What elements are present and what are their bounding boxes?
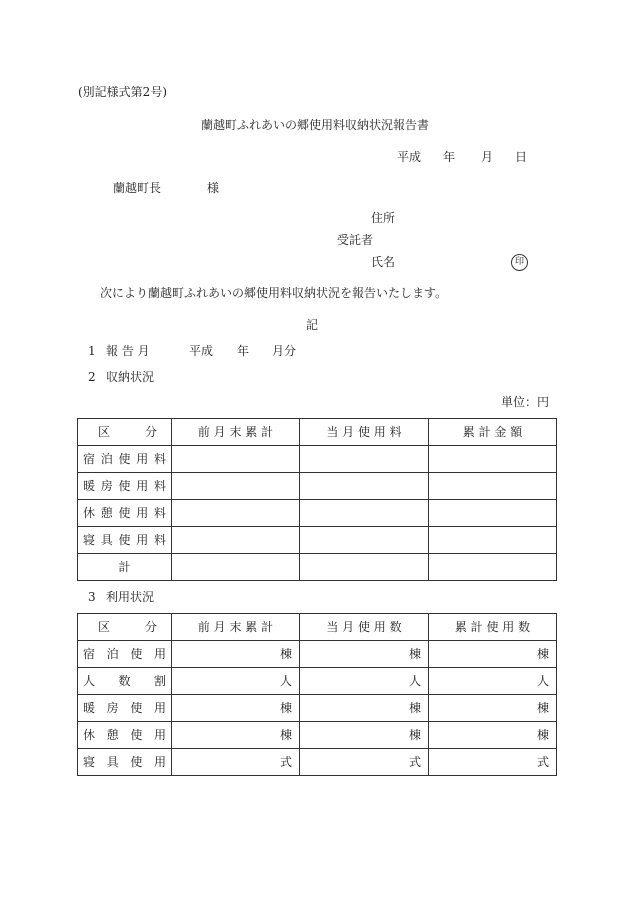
table-row [78, 473, 557, 500]
document-title: 蘭越町ふれあいの郷使用料収納状況報告書 [200, 118, 429, 132]
trustee-label: 受託者 [337, 233, 374, 247]
addressee-honorific: 様 [207, 181, 220, 195]
date-day: 日 [515, 150, 528, 164]
table-row [78, 527, 557, 554]
row-label: 暖 房 使 用 [78, 695, 172, 722]
unit-cell: 棟 [429, 641, 557, 668]
table-cell [300, 527, 429, 554]
row-label: 休 憩 使 用 料 [78, 500, 172, 527]
unit-label: 単位：円 [500, 395, 549, 409]
table-cell [300, 446, 429, 473]
section2-label: 収納状況 [106, 370, 155, 384]
row-label: 寝 具 使 用 [78, 749, 172, 776]
address-label: 住所 [371, 211, 396, 225]
table-cell [429, 554, 557, 581]
table-cell [172, 473, 300, 500]
table-cell [172, 554, 300, 581]
unit-cell: 棟 [172, 641, 300, 668]
name-label: 氏名 [371, 255, 396, 269]
table-row [78, 695, 557, 722]
section3-number: 3 [88, 590, 96, 604]
seal-mark: 印 [511, 254, 528, 271]
table-cell [429, 527, 557, 554]
date-year: 年 [443, 150, 456, 164]
table-row [78, 446, 557, 473]
table-row [78, 500, 557, 527]
table-cell [429, 500, 557, 527]
table-row [78, 722, 557, 749]
table-header-row [78, 614, 557, 641]
header-category: 区 分 [78, 419, 172, 446]
body-text: 次により蘭越町ふれあいの郷使用料収納状況を報告いたします。 [100, 286, 448, 300]
unit-cell: 棟 [172, 722, 300, 749]
unit-cell: 式 [429, 749, 557, 776]
section2-number: 2 [88, 370, 96, 384]
date-month: 月 [481, 150, 494, 164]
unit-cell: 人 [429, 668, 557, 695]
row-label: 宿 泊 使 用 料 [78, 446, 172, 473]
table-cell [300, 473, 429, 500]
unit-cell: 棟 [429, 722, 557, 749]
header-cumulative: 累 計 使 用 数 [429, 614, 557, 641]
table-row [78, 641, 557, 668]
unit-cell: 人 [300, 668, 429, 695]
total-label: 計 [78, 554, 172, 581]
section1-number: 1 [88, 344, 96, 358]
header-current-month: 当 月 使 用 数 [300, 614, 429, 641]
table-cell [172, 527, 300, 554]
header-current-month: 当 月 使 用 料 [300, 419, 429, 446]
section3-label: 利用状況 [106, 590, 155, 604]
row-label: 人 数 割 [78, 668, 172, 695]
table-cell [429, 473, 557, 500]
unit-cell: 棟 [429, 695, 557, 722]
unit-cell: 式 [172, 749, 300, 776]
table-row [78, 668, 557, 695]
section1-label: 報 告 月 [106, 344, 150, 358]
section1-era: 平成 [189, 344, 214, 358]
header-previous-total: 前 月 末 累 計 [172, 419, 300, 446]
total-row [78, 554, 557, 581]
header-previous-total: 前 月 末 累 計 [172, 614, 300, 641]
date-era: 平成 [397, 150, 422, 164]
table-cell [300, 554, 429, 581]
unit-cell: 人 [172, 668, 300, 695]
unit-cell: 棟 [300, 695, 429, 722]
usage-status-table [77, 613, 557, 776]
form-number: (別記様式第2号) [78, 85, 167, 99]
unit-cell: 式 [300, 749, 429, 776]
header-cumulative: 累 計 金 額 [429, 419, 557, 446]
row-label: 暖 房 使 用 料 [78, 473, 172, 500]
table-row [78, 749, 557, 776]
unit-cell: 棟 [172, 695, 300, 722]
row-label: 宿 泊 使 用 [78, 641, 172, 668]
row-label: 休 憩 使 用 [78, 722, 172, 749]
ki-heading: 記 [306, 318, 319, 332]
table-cell [429, 446, 557, 473]
unit-cell: 棟 [300, 641, 429, 668]
table-header-row [78, 419, 557, 446]
unit-cell: 棟 [300, 722, 429, 749]
table-cell [172, 500, 300, 527]
section1-year: 年 [237, 344, 250, 358]
table-cell [300, 500, 429, 527]
section1-month: 月分 [272, 344, 297, 358]
table-cell [172, 446, 300, 473]
row-label: 寝 具 使 用 料 [78, 527, 172, 554]
addressee-name: 蘭越町長 [113, 181, 162, 195]
collection-status-table [77, 418, 557, 581]
header-category: 区 分 [78, 614, 172, 641]
